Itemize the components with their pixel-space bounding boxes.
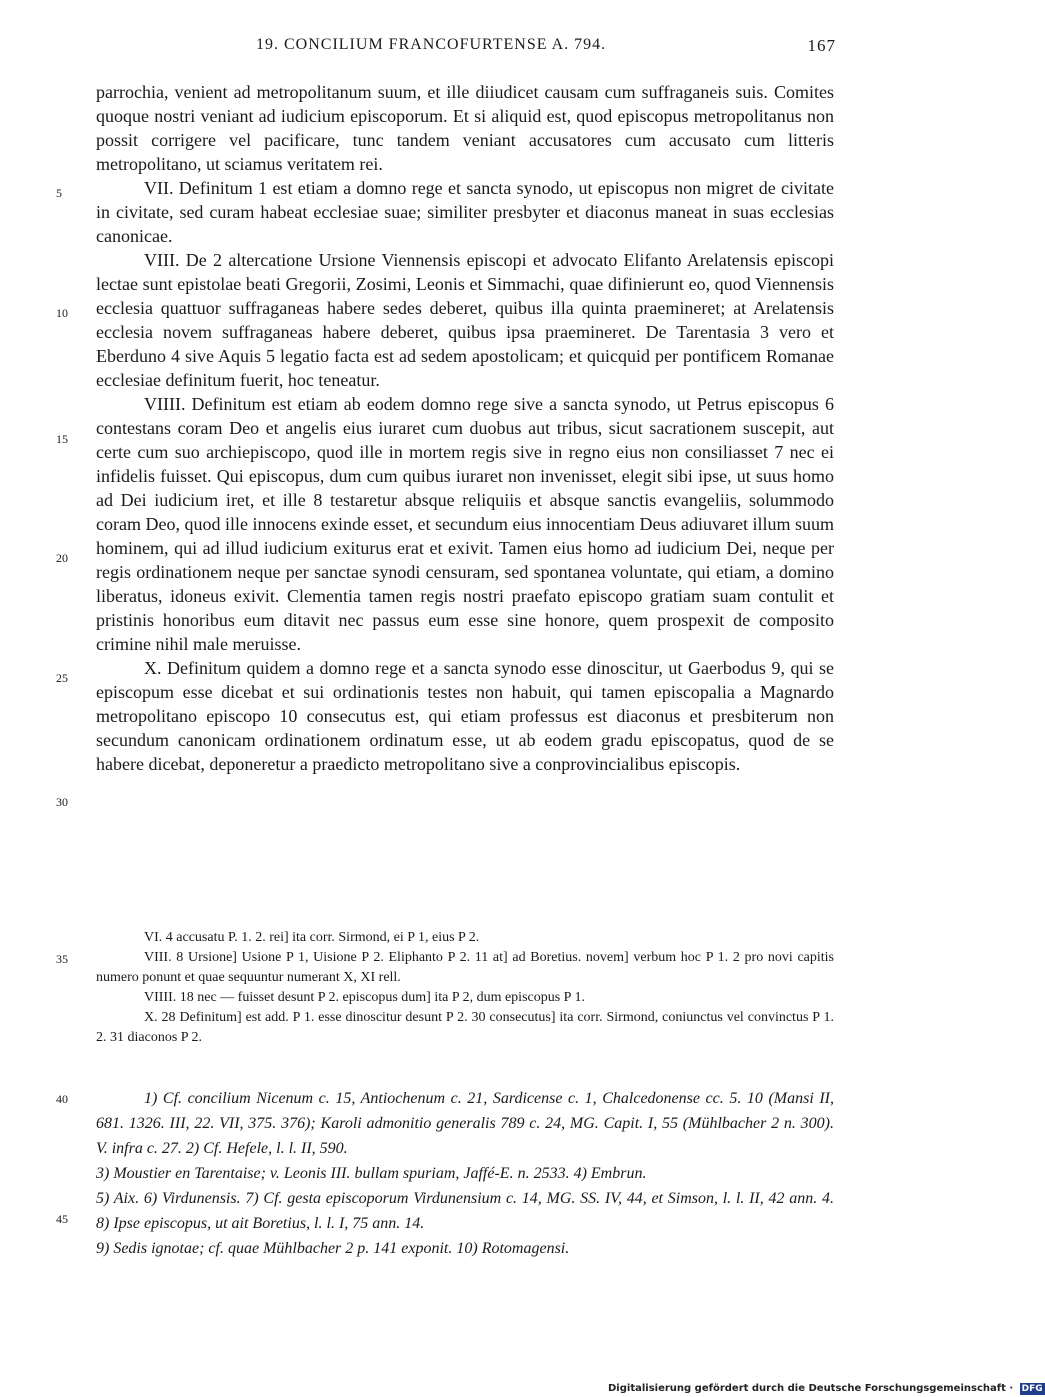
line-number: 5: [56, 186, 62, 200]
line-number: 10: [56, 306, 68, 320]
funding-credit: Digitalisierung gefördert durch die Deutsche Forschungsgemeinschaft · DFG: [608, 1383, 1043, 1394]
running-title: 19. CONCILIUM FRANCOFURTENSE A. 794.: [256, 36, 607, 53]
critical-apparatus: [96, 928, 834, 1048]
paragraph-chapter-viii: VIII. De 2 altercatione Ursione Viennensis episcopi et advocato Elifanto Arelatensis episcopi lectae sunt epistolae beati Gregorii, Zosimi, Leonis et Simmachi, quae difinierunt eo, quod Viennensis ecclesia quattuor suffraganeas habere sedes deberet, quibus illa quinta praemineret; at Arelatensis ecclesia novem suffraganeas habere deberet, quibus ipsa praemineret. De Tarentasia 3 vero et Eberduno 4 sive Aquis 5 legatio facta est ad sedem apostolicam; et quicquid per pontificem Romanae ecclesiae definitum fuerit, hoc teneatur.: [96, 250, 834, 390]
apparatus-note: VI. 4 accusatu P. 1. 2. rei] ita corr. Sirmond, ei P 1, eius P 2.: [144, 930, 480, 945]
line-number: 45: [56, 1212, 68, 1226]
line-number: 20: [56, 551, 68, 565]
footnotes: [96, 1086, 834, 1261]
footnote: 3) Moustier en Tarentaise; v. Leonis III. bullam spuriam, Jaffé-E. n. 2533. 4) Embrun.: [96, 1165, 647, 1182]
page-number: 167: [807, 36, 836, 55]
main-text: [96, 80, 834, 776]
line-number: 40: [56, 1092, 68, 1106]
line-number: 30: [56, 795, 68, 809]
paragraph-chapter-x: X. Definitum quidem a domno rege et a sancta synodo esse dinoscitur, ut Gaerbodus 9, qui se episcopum esse dicebat et sui ordinationis testes non habuit, qui tamen episcopalia a Magnardo metropolitano episcopo 10 consecutus est, qui etiam professus est diaconus et presbiterum non secundum canonicam ordinationem ordinatum esse, ut ab eodem gradu episcopatus, quod de se habere dicebat, deponeretur a praedicto metropolitano sive a conprovincialibus episcopis.: [96, 658, 834, 774]
apparatus-note: VIIII. 18 nec — fuisset desunt P 2. episcopus dum] ita P 2, dum episcopus P 1.: [144, 990, 585, 1005]
line-number: 25: [56, 671, 68, 685]
funding-credit-text: Digitalisierung gefördert durch die Deutsche Forschungsgemeinschaft: [608, 1383, 1006, 1394]
dfg-logo: DFG: [1021, 1384, 1043, 1394]
apparatus-note: X. 28 Definitum] est add. P 1. esse dinoscitur desunt P 2. 30 consecutus] ita corr. Sirmond, coniunctus vel convinctus P 1. 2. 31 diaconos P 2.: [96, 1010, 834, 1045]
page-header: [96, 36, 836, 60]
apparatus-note: VIII. 8 Ursione] Usione P 1, Uisione P 2. Eliphanto P 2. 11 at] ad Boretius. novem] verbum hoc P 1. 2 pro novi capitis numero ponunt et quae sequuntur numerant X, XI rell.: [96, 950, 834, 985]
footnote: 5) Aix. 6) Virdunensis. 7) Cf. gesta episcoporum Virdunensium c. 14, MG. SS. IV, 44, et Simson, l. l. II, 42 ann. 4. 8) Ipse episcopus, ut ait Boretius, l. l. I, 75 ann. 14.: [96, 1190, 834, 1232]
line-number: 15: [56, 432, 68, 446]
line-number: 35: [56, 952, 68, 966]
paragraph-chapter-viiii: VIIII. Definitum est etiam ab eodem domno rege sive a sancta synodo, ut Petrus episcopus 6 contestans coram Deo et angelis eius iuraret cum duobus aut tribus, sicut sacrationem suscepit, aut certe cum suo archiepiscopo, quod ille in mortem regis sive in regno eius non consiliasset 7 nec ei infidelis fuisset. Qui episcopus, dum cum quibus iuraret non invenisset, elegit sibi ipse, ut suus homo ad Dei iudicium iret, et ille 8 testaretur absque reliquiis et absque sanctis evangeliis, solummodo coram Deo, quod ille innocens exinde esset, et secundum eius innocentiam Deus adiuvaret illum suum hominem, qui ad illud iudicium exiturus erat et exivit. Tamen eius homo ad iudicium Dei, neque per regis ordinationem neque per sanctae synodi censuram, sed spontanea voluntate, qui etiam, a domino liberatus, idoneus exivit. Clementia tamen regis nostri praefato episcopo gratiam suam contulit et pristinis honoribus eum ditavit nec passus eum esse sine honore, quem prospexit de composito crimine nihil male meruisse.: [96, 394, 834, 654]
paragraph-chapter-vii: VII. Definitum 1 est etiam a domno rege et sancta synodo, ut episcopus non migret de civitate in civitate, sed curam habeat ecclesiae suae; similiter presbyter et diaconus maneat in suas ecclesias canonicae.: [96, 178, 834, 246]
paragraph-continuation: parrochia, venient ad metropolitanum suum, et ille diiudicet causam cum suffraganeis suis. Comites quoque nostri veniant ad iudicium episcoporum. Et si aliquid est, quod episcopus metropolitanus non possit corrigere vel pacificare, tunc tandem veniant accusatores cum accusato cum litteris metropolitano, ut sciamus veritatem rei.: [96, 82, 834, 174]
footnote: 9) Sedis ignotae; cf. quae Mühlbacher 2 p. 141 exponit. 10) Rotomagensi.: [96, 1240, 570, 1257]
footnote: 1) Cf. concilium Nicenum c. 15, Antiochenum c. 21, Sardicense c. 1, Chalcedonense cc. 5. 10 (Mansi II, 681. 1326. III, 22. VII, 375. 376); Karoli admonitio generalis 789 c. 24, MG. Capit. I, 55 (Mühlbacher 2 n. 300). V. infra c. 27. 2) Cf. Hefele, l. l. II, 590.: [96, 1090, 834, 1157]
